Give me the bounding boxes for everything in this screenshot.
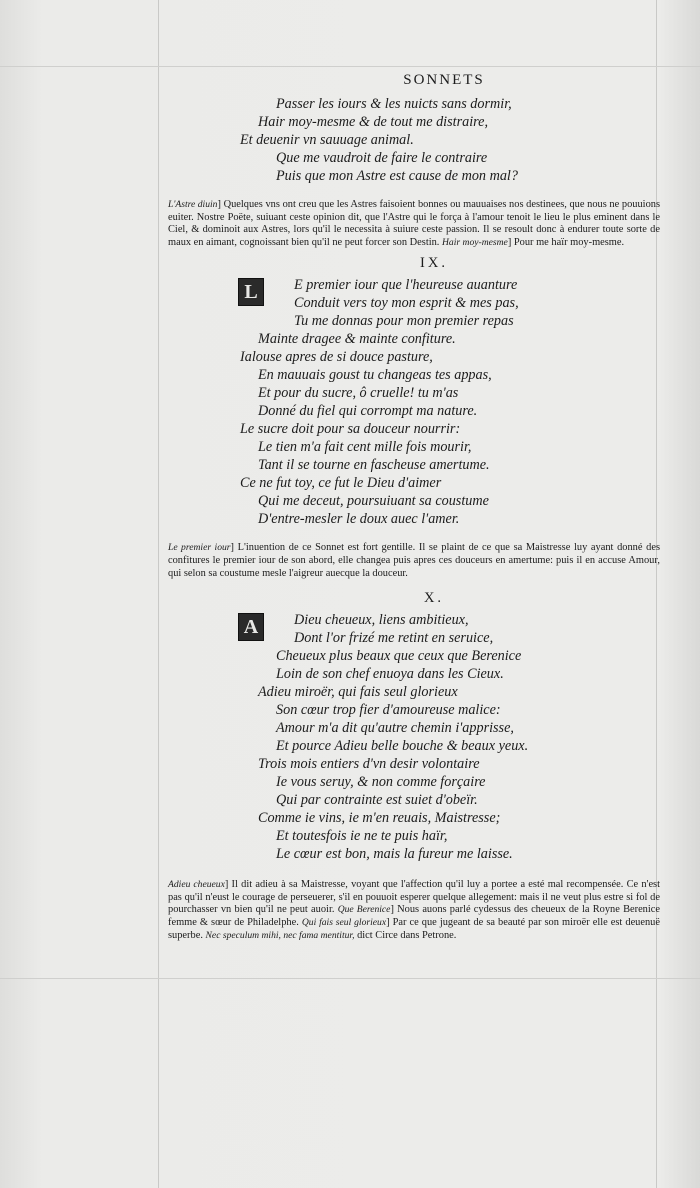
verse-line: Que me vaudroit de faire le contraire — [276, 150, 488, 166]
dropcap-ornament: L — [238, 278, 264, 306]
note-keyword: Que Berenice — [337, 904, 391, 916]
verse-line: Loin de son chef enuoya dans les Cieux. — [276, 666, 504, 683]
verse-line: Et pour du sucre, ô cruelle! tu m'as — [258, 385, 459, 402]
note-keyword: L'Astre diuin — [168, 199, 218, 210]
verse-line: Cheueux plus beaux que ceux que Berenice — [276, 648, 522, 665]
verse-line: Comme ie vins, ie m'en reuais, Maistresse; — [258, 810, 501, 827]
ruling-line-bottom — [0, 978, 700, 979]
verse-line: Le sucre doit pour sa douceur nourrir: — [240, 421, 461, 438]
verse-line: Qui me deceut, poursuiuant sa coustume — [258, 493, 489, 510]
sonnet-10 — [168, 611, 660, 863]
verse-line: Mainte dragee & mainte confiture. — [258, 331, 456, 348]
commentary-note-1 — [168, 199, 660, 249]
note-text: dict Circe dans Petrone. — [357, 929, 457, 941]
verse-line: Son cœur trop fier d'amoureuse malice: — [276, 702, 501, 719]
note-keyword: Hair moy-mesme — [442, 236, 508, 248]
verse-line: Donné du fiel qui corrompt ma nature. — [258, 403, 478, 420]
verse-line: Le tien m'a fait cent mille fois mourir, — [258, 439, 472, 456]
note-text: ] Par ce que jugeant de sa beauté par son miroër elle est deuenuë superbe. — [168, 916, 660, 941]
note-text: ] Quelques vns ont creu que les Astres faisoient bonnes ou mauuaises nos destinees, que nous ne pouuions euiter. Nostre Poëte, suiuant ceste opinion dit, que l'Astre qui le força à l'amour tenoit le lieu le plus eminent dans le Ciel, & dominoit aux Astres, lors qu'il le necessita à suiure ceste passion. Il se resoult donc à endurer toute sorte de maux en aimant, cognoissant bien qu'il ne peut forcer son Destin. — [168, 199, 660, 248]
verse-line: Et deuenir vn sauuage animal. — [240, 132, 414, 148]
verse-line: Dieu cheueux, liens ambitieux, — [294, 612, 469, 629]
note-keyword: Nec speculum mihi, nec fama mentitur, — [205, 929, 355, 941]
verse-line: Passer les iours & les nuicts sans dormir, — [276, 96, 512, 112]
note-text: ] Nous auons parlé cydessus des cheueux de la Royne Berenice femme & sœur de Philadelphe. — [168, 904, 660, 928]
note-keyword: Le premier iour — [168, 542, 231, 554]
page-content — [168, 72, 660, 942]
commentary-note-2 — [168, 542, 660, 580]
sonnet-previous-tail — [168, 95, 660, 185]
sonnet-9 — [168, 276, 660, 528]
verse-line: Et toutesfois ie ne te puis haïr, — [276, 828, 448, 845]
verse-line: Dont l'or frizé me retint en seruice, — [294, 630, 494, 647]
note-text: ] Il dit adieu à sa Maistresse, voyant que l'affection qu'il luy a portee a esté mal recompensée. Ce n'est pas qu'il n'eust le courage de perseuerer, s'il en pouuoit esperer quelque allegement: mais il ne veut plus estre si fol de pourchasser vn bien qu'il ne peut auoir. — [168, 879, 660, 916]
sonnet-10-numeral: X. — [423, 590, 445, 607]
verse-line: Et pource Adieu belle bouche & beaux yeux. — [276, 738, 529, 755]
verse-line: Qui par contrainte est suiet d'obeïr. — [276, 792, 478, 809]
verse-line: Amour m'a dit qu'autre chemin i'apprisse, — [276, 720, 514, 737]
verse-line: En mauuais goust tu changeas tes appas, — [258, 367, 492, 384]
verse-line: Hair moy-mesme & de tout me distraire, — [258, 114, 488, 130]
verse-line: Ie vous seruy, & non comme forçaire — [276, 774, 486, 791]
sonnet-9-numeral: IX. — [420, 255, 448, 272]
verse-line: Le cœur est bon, mais la fureur me laisse. — [276, 846, 513, 863]
verse-line: Conduit vers toy mon esprit & mes pas, — [294, 295, 519, 312]
verse-line: Puis que mon Astre est cause de mon mal? — [276, 168, 518, 184]
note-keyword: Adieu cheueux — [168, 879, 225, 891]
note-text: ] Pour me haïr moy-mesme. — [507, 236, 625, 248]
note-keyword: Qui fais seul glorieux — [301, 916, 387, 928]
commentary-note-3 — [168, 879, 660, 942]
verse-line: Adieu miroër, qui fais seul glorieux — [258, 684, 458, 701]
verse-line: Trois mois entiers d'vn desir volontaire — [258, 756, 480, 773]
ruling-line-left — [158, 0, 159, 1188]
verse-line: E premier iour que l'heureuse auanture — [294, 277, 518, 294]
running-head: SONNETS — [403, 72, 485, 88]
verse-line: Ialouse apres de si douce pasture, — [240, 349, 433, 366]
note-text: ] L'inuention de ce Sonnet est fort gentille. Il se plaint de ce que sa Maistresse luy ayant donné des confitures le premier iour de son abord, elle changea puis apres ces douceurs en amertume: puis il en accuse Amour, qui selon sa coustume mesle l'aigreur auecque la douceur. — [168, 542, 660, 579]
verse-line: Ce ne fut toy, ce fut le Dieu d'aimer — [240, 475, 442, 492]
verse-line: D'entre-mesler le doux auec l'amer. — [258, 511, 460, 528]
verse-line: Tant il se tourne en fascheuse amertume. — [258, 457, 490, 474]
dropcap-ornament: A — [238, 613, 264, 641]
ruling-line-top — [0, 66, 700, 67]
verse-line: Tu me donnas pour mon premier repas — [294, 313, 514, 330]
